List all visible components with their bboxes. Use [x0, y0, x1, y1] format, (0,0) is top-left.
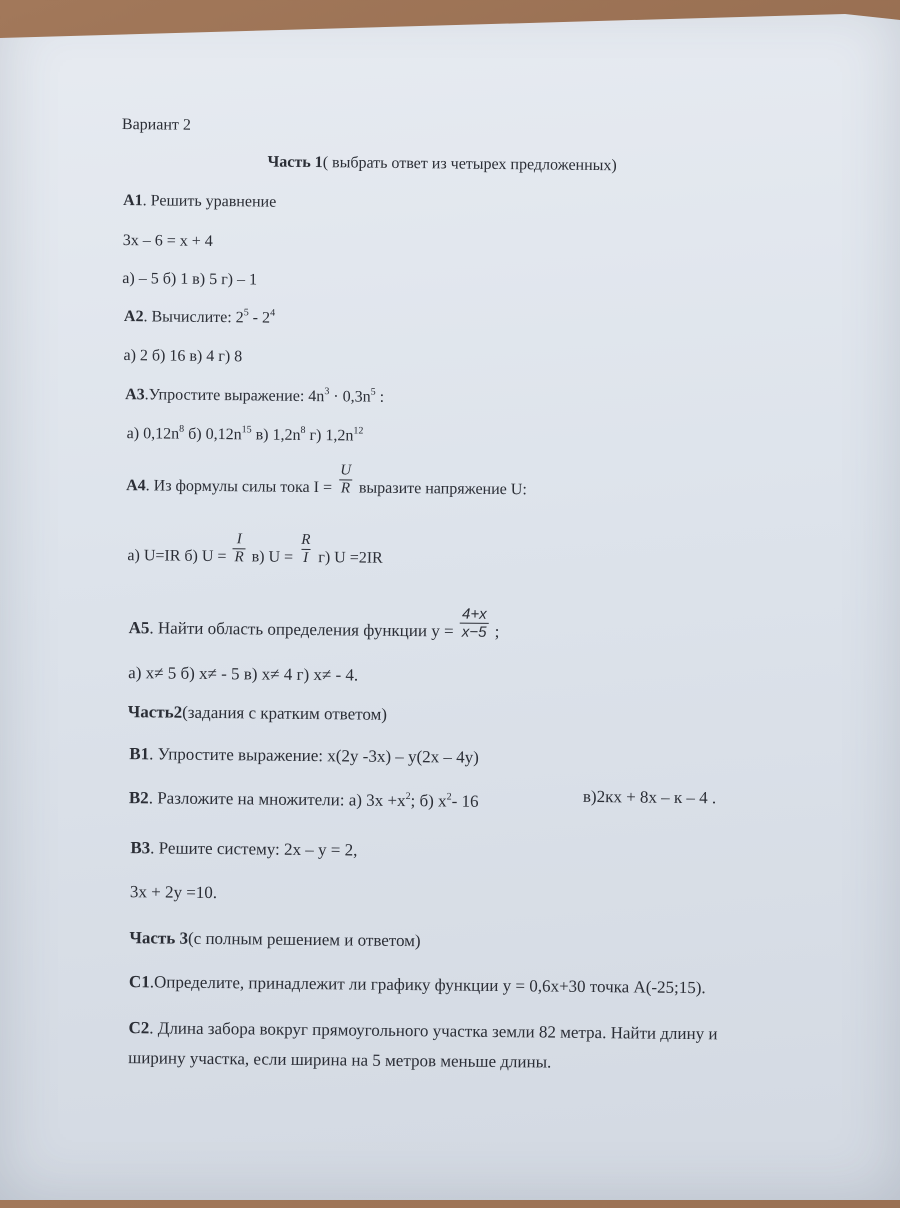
- a4-frac-den: R: [339, 480, 352, 498]
- a2-answers: а) 2 б) 16 в) 4 г) 8: [123, 347, 243, 366]
- b2-exp1: 2: [405, 791, 411, 803]
- a4-ans-c-num: R: [301, 531, 311, 549]
- part1-subtitle: ( выбрать ответ из четырех предложенных): [322, 154, 617, 175]
- a1-label: А1: [123, 192, 143, 210]
- a3-answers: [127, 425, 364, 446]
- a3-ans-a-exp: 8: [179, 423, 185, 435]
- part2-subtitle: (задания с кратким ответом): [182, 702, 388, 724]
- a4-ans-b-den: R: [232, 548, 245, 566]
- a2-exp1: 5: [243, 307, 249, 319]
- a4-text-end: выразите напряжение U:: [354, 479, 527, 499]
- question-c1: [129, 972, 706, 998]
- a3-label: А3: [125, 386, 145, 404]
- question-b2: [129, 788, 479, 811]
- a4-ans-c-fraction: [299, 532, 313, 568]
- c1-text: .Определите, принадлежит ли графику функции у = 0,6х+30 точка А(-25;15).: [149, 972, 706, 998]
- a3-end: :: [375, 388, 385, 406]
- a2-label: А2: [123, 308, 144, 326]
- a3-mid: · 0,3n: [329, 388, 371, 406]
- a3-ans-d: г) 1,2n: [305, 426, 354, 445]
- question-a1: [123, 192, 276, 212]
- b3-line2: 3х + 2у =10.: [129, 882, 218, 903]
- a5-text: . Найти область определения функции y =: [149, 618, 458, 641]
- b2-exp2: 2: [446, 791, 452, 803]
- part1-label: Часть 1: [267, 153, 323, 172]
- a4-ans-d: г) U =2IR: [314, 549, 383, 567]
- a1-equation: 3х – 6 = х + 4: [122, 232, 213, 250]
- b1-text: . Упростите выражение: х(2у -3х) – у(2х – 4у): [149, 744, 479, 767]
- a2-mid: - 2: [248, 309, 271, 327]
- a4-ans-b-num: I: [236, 531, 242, 548]
- b2-part-c: в)2кх + 8х – к – 4 .: [582, 786, 717, 808]
- question-a3: [125, 386, 384, 407]
- a1-answers: а) – 5 б) 1 в) 5 г) – 1: [122, 270, 258, 289]
- a2-text: . Вычислите: 2: [143, 308, 244, 327]
- a3-exp1: 3: [324, 386, 330, 398]
- b2-end: - 16: [451, 791, 479, 811]
- a5-fraction: [460, 606, 489, 642]
- b3-text: . Решите систему: 2х – у = 2,: [150, 838, 358, 860]
- a3-ans-c: в) 1,2n: [251, 426, 301, 444]
- a3-ans-b-exp: 15: [241, 424, 252, 436]
- question-c2-line2: ширину участка, если ширина на 5 метров меньше длины.: [128, 1048, 552, 1072]
- part3-label: Часть 3: [129, 928, 189, 948]
- variant-title: Вариант 2: [121, 116, 192, 134]
- part3-heading: [129, 928, 420, 951]
- a5-answers: а) х≠ 5 б) х≠ - 5 в) х≠ 4 г) х≠ - 4.: [128, 663, 359, 685]
- a4-ans-b-fraction: [232, 531, 246, 567]
- a3-ans-a: а) 0,12n: [126, 425, 180, 443]
- b2-label: В2: [128, 788, 149, 808]
- a4-label: А4: [126, 477, 146, 495]
- a4-ans-c-prefix: в) U =: [247, 548, 298, 566]
- question-a4: [126, 460, 527, 500]
- part1-heading: [267, 154, 616, 176]
- b2-mid: ; б) х: [410, 791, 447, 811]
- a4-text: . Из формулы силы тока I =: [145, 477, 337, 497]
- a5-frac-den: x−5: [460, 623, 489, 642]
- question-a5: [129, 602, 500, 641]
- question-b1: [129, 744, 479, 767]
- b1-label: В1: [129, 744, 150, 764]
- a1-text: . Решить уравнение: [142, 192, 277, 211]
- question-a2: [124, 308, 275, 328]
- a5-frac-num: 4+x: [461, 605, 487, 623]
- a4-ans-c-den: I: [301, 549, 310, 567]
- part2-heading: [128, 702, 387, 724]
- part2-label: Часть2: [127, 702, 183, 722]
- a3-ans-c-exp: 8: [300, 424, 306, 436]
- part3-subtitle: (с полным решением и ответом): [187, 928, 421, 951]
- c2-line1: . Длина забора вокруг прямоугольного участка земли 82 метра. Найти длину и: [149, 1018, 718, 1044]
- question-b3: [130, 838, 357, 860]
- a5-label: А5: [128, 618, 150, 638]
- a4-answers: [127, 530, 383, 568]
- c1-label: С1: [128, 972, 150, 992]
- question-c2-line1: [128, 1018, 717, 1044]
- b2-text: . Разложите на множители: а) 3х +х: [148, 788, 406, 811]
- a4-ans-a: а) U=IR б) U =: [127, 547, 231, 566]
- b3-label: В3: [130, 838, 151, 858]
- a3-exp2: 5: [370, 386, 376, 398]
- a4-fraction: [338, 462, 353, 498]
- a3-ans-d-exp: 12: [353, 425, 364, 437]
- a2-exp2: 4: [270, 307, 276, 319]
- a4-frac-num: U: [340, 462, 352, 479]
- a3-ans-b: б) 0,12n: [184, 425, 242, 444]
- c2-label: С2: [128, 1018, 150, 1038]
- a5-end: ;: [490, 621, 500, 642]
- a3-text: .Упростите выражение: 4n: [144, 386, 325, 406]
